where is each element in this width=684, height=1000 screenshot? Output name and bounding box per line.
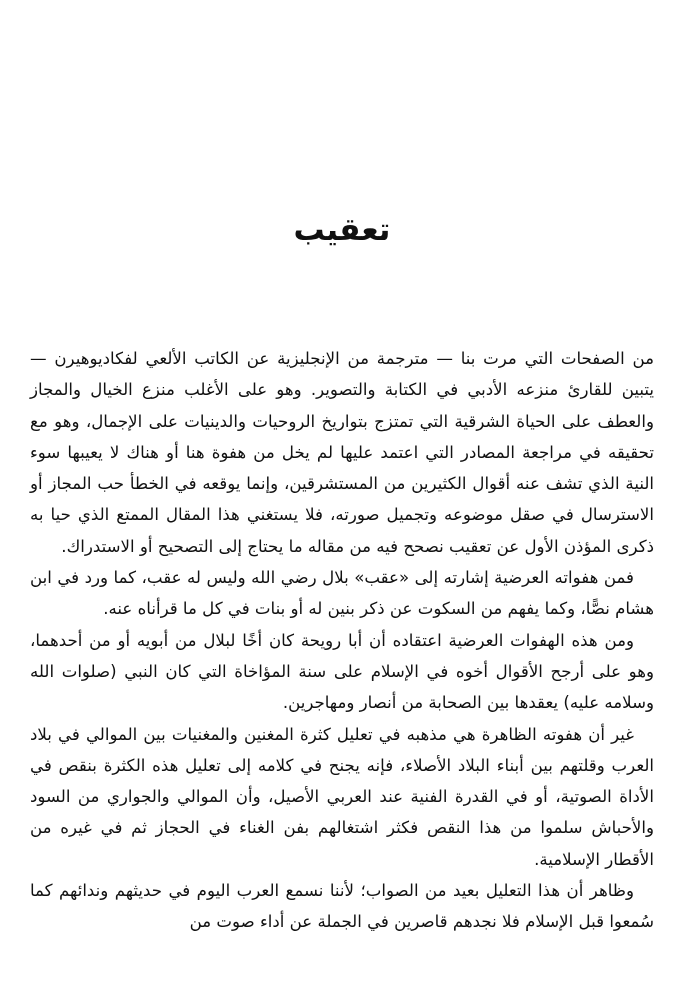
chapter-title: تعقيب [293,212,391,248]
paragraph: غير أن هفوته الظاهرة هي مذهبه في تعليل كثرة المغنين والمغنيات بين الموالي في بلاد العرب وقلتهم بين أبناء البلاد الأصلاء، فإنه يجنح في كلامه إلى تعليل هذه الكثرة بنقص في الأداة الصوتية، أو في القدرة الفنية عند العربي الأصيل، وأن الموالي والجواري من السود والأحباش سلموا من هذا النقص فكثر اشتغالهم بفن الغناء في الحجاز ثم في غيره من الأقطار الإسلامية. [30,724,654,869]
paragraph: من الصفحات التي مرت بنا — مترجمة من الإنجليزية عن الكاتب الألعي لفكاديوهيرن — يتبين للقارئ منزعه الأدبي في الكتابة والتصوير. وهو على الأغلب منزع الخيال والمجاز والعطف على الحياة الشرقية التي تمتزج بتواريخ الروحيات والدينيات على الإجمال، وهو مع تحقيقه في مراجعة المصادر التي اعتمد عليها لم يخل من هفوة هنا أو هناك لا يعيبها سوء النية الذي تشف عنه أقوال الكثيرين من المستشرقين، وإنما يوقعه في الخطأ حب المجاز أو الاسترسال في صقل موضوعه وتجميل صورته، فلا يستغني هذا المقال الممتع الذي حيا به ذكرى المؤذن الأول عن تعقيب نصحح فيه من مقاله ما يحتاج إلى التصحيح أو الاستدراك. [30,349,654,556]
body-text [30,343,654,938]
paragraph: ومن هذه الهفوات العرضية اعتقاده أن أبا رويحة كان أخًا لبلال من أبويه أو من أحدهما، وهو على أرجح الأقوال أخوه في الإسلام على سنة المؤاخاة التي كان النبي (صلوات الله وسلامه عليه) يعقدها بين الصحابة من أنصار ومهاجرين. [30,630,654,713]
paragraph: وظاهر أن هذا التعليل بعيد من الصواب؛ لأننا نسمع العرب اليوم في حديثهم وندائهم كما سُمعوا قبل الإسلام فلا نجدهم قاصرين في الجملة عن أداء صوت من [30,881,654,932]
paragraph: فمن هفواته العرضية إشارته إلى «عقب» بلال رضي الله وليس له عقب، كما ورد في ابن هشام نصًّا، وكما يفهم من السكوت عن ذكر بنين له أو بنات في كل ما قرأناه عنه. [30,568,654,619]
